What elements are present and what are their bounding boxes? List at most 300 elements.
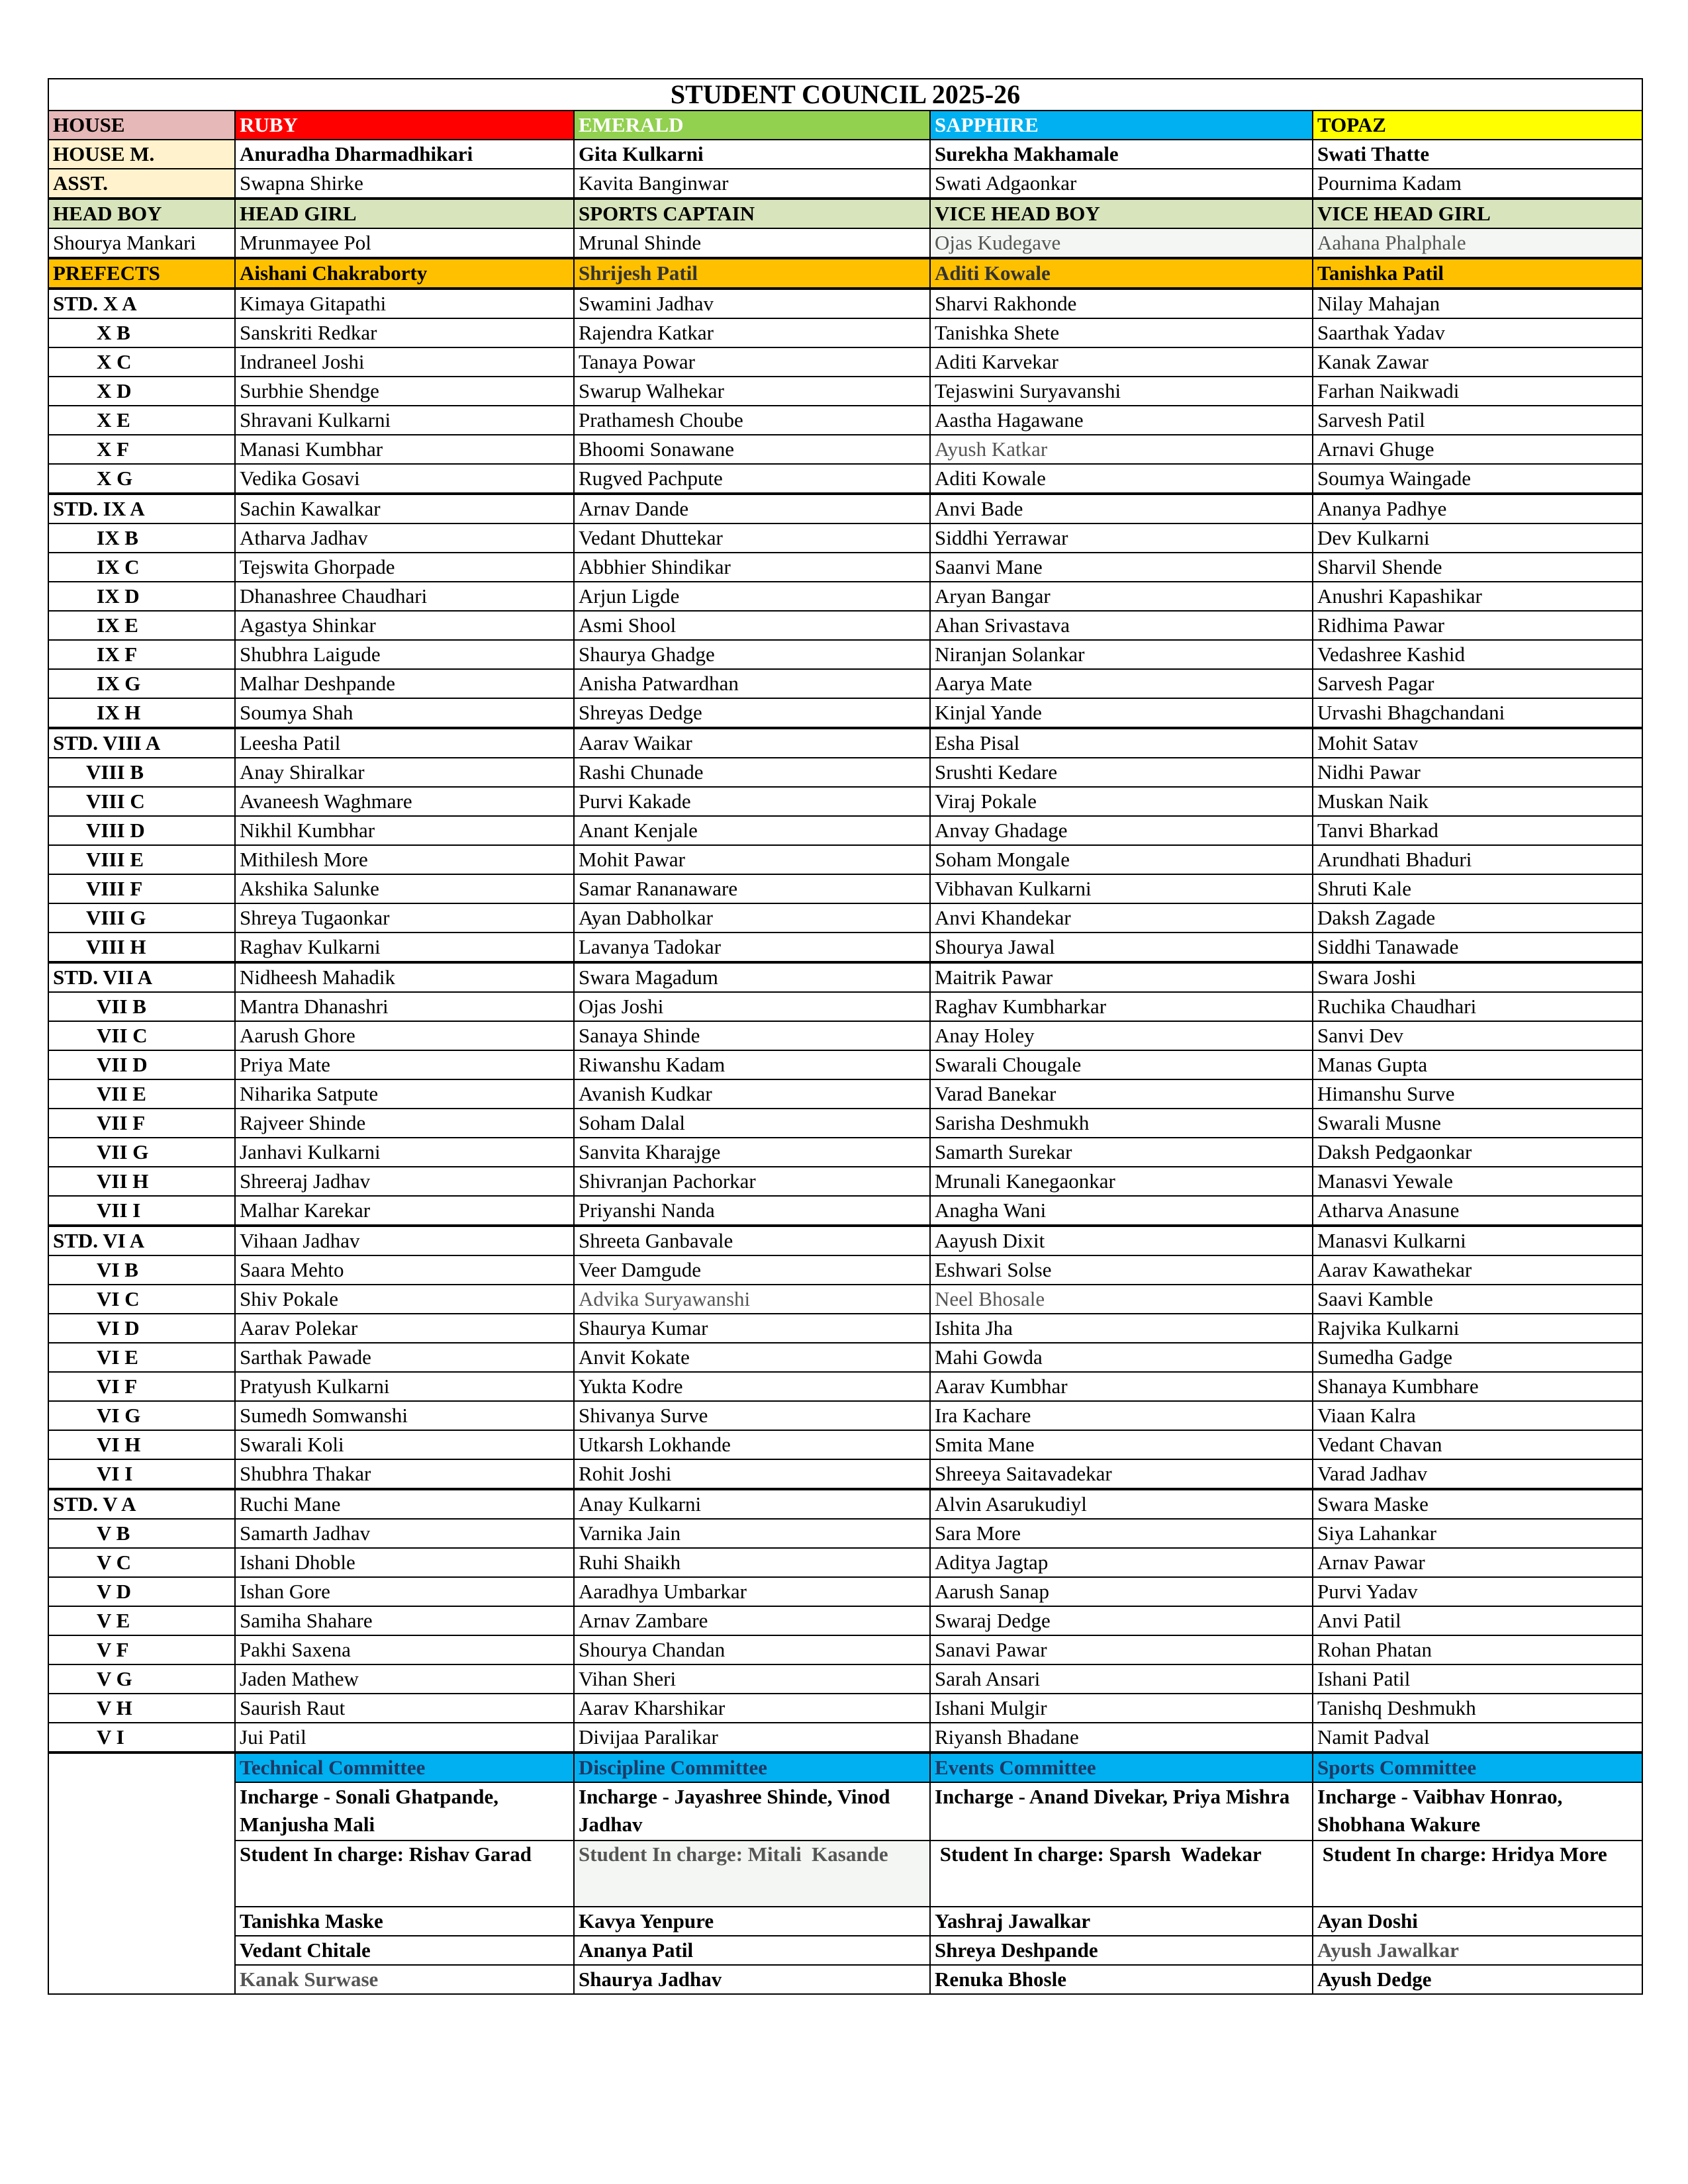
class-row bbox=[48, 1635, 1642, 1664]
sapphire-member: Aditi Karvekar bbox=[930, 347, 1313, 377]
class-label: VII H bbox=[48, 1167, 235, 1196]
topaz-member: Daksh Zagade bbox=[1313, 903, 1642, 933]
ruby-member: Sumedh Somwanshi bbox=[235, 1401, 574, 1430]
ruby-member: Shiv Pokale bbox=[235, 1285, 574, 1314]
committee-member: Ayush Jawalkar bbox=[1313, 1936, 1642, 1965]
class-label: X F bbox=[48, 435, 235, 464]
class-row bbox=[48, 698, 1642, 728]
sapphire-member: Ayush Katkar bbox=[930, 435, 1313, 464]
sapphire-member: Anvi Bade bbox=[930, 494, 1313, 523]
class-row bbox=[48, 1196, 1642, 1226]
class-label: V B bbox=[48, 1519, 235, 1548]
sapphire-member: Aarav Kumbhar bbox=[930, 1372, 1313, 1401]
topaz-member: Namit Padval bbox=[1313, 1723, 1642, 1752]
class-label: VIII C bbox=[48, 787, 235, 816]
class-label: VI B bbox=[48, 1255, 235, 1285]
topaz-member: Sumedha Gadge bbox=[1313, 1343, 1642, 1372]
vice-head-girl-name: Aahana Phalphale bbox=[1313, 228, 1642, 258]
class-row bbox=[48, 1255, 1642, 1285]
ruby-member: Priya Mate bbox=[235, 1050, 574, 1079]
emerald-member: Arjun Ligde bbox=[574, 582, 930, 611]
ruby-member: Nikhil Kumbhar bbox=[235, 816, 574, 845]
class-row bbox=[48, 1664, 1642, 1694]
class-label: VII B bbox=[48, 992, 235, 1021]
class-label: IX G bbox=[48, 669, 235, 698]
emerald-member: Shreyas Dedge bbox=[574, 698, 930, 728]
ruby-member: Saara Mehto bbox=[235, 1255, 574, 1285]
topaz-member: Viaan Kalra bbox=[1313, 1401, 1642, 1430]
class-label: V I bbox=[48, 1723, 235, 1752]
assistant-ruby: Swapna Shirke bbox=[235, 169, 574, 199]
committee-student-incharge: Student In charge: Mitali Kasande bbox=[574, 1841, 930, 1907]
topaz-member: Swara Maske bbox=[1313, 1489, 1642, 1519]
class-row bbox=[48, 1343, 1642, 1372]
topaz-member: Siya Lahankar bbox=[1313, 1519, 1642, 1548]
sapphire-member: Ishani Mulgir bbox=[930, 1694, 1313, 1723]
sapphire-member: Samarth Surekar bbox=[930, 1138, 1313, 1167]
ruby-member: Samarth Jadhav bbox=[235, 1519, 574, 1548]
class-row bbox=[48, 1167, 1642, 1196]
emerald-member: Varnika Jain bbox=[574, 1519, 930, 1548]
sapphire-member: Siddhi Yerrawar bbox=[930, 523, 1313, 553]
topaz-member: Anvi Patil bbox=[1313, 1606, 1642, 1635]
emerald-member: Rugved Pachpute bbox=[574, 464, 930, 494]
committee-blank-cell bbox=[48, 1907, 235, 1936]
assistant-label: ASST. bbox=[48, 169, 235, 199]
topaz-member: Sanvi Dev bbox=[1313, 1021, 1642, 1050]
ruby-member: Ishani Dhoble bbox=[235, 1548, 574, 1577]
class-row bbox=[48, 289, 1642, 318]
sapphire-member: Viraj Pokale bbox=[930, 787, 1313, 816]
emerald-member: Samar Rananaware bbox=[574, 874, 930, 903]
prefect-sapphire: Aditi Kowale bbox=[930, 258, 1313, 289]
emerald-member: Anisha Patwardhan bbox=[574, 669, 930, 698]
head-boy-title: HEAD BOY bbox=[48, 199, 235, 228]
committee-member: Ayan Doshi bbox=[1313, 1907, 1642, 1936]
topaz-member: Saavi Kamble bbox=[1313, 1285, 1642, 1314]
ruby-member: Aarush Ghore bbox=[235, 1021, 574, 1050]
topaz-member: Tanishq Deshmukh bbox=[1313, 1694, 1642, 1723]
class-row bbox=[48, 903, 1642, 933]
emerald-member: Utkarsh Lokhande bbox=[574, 1430, 930, 1459]
ruby-member: Kimaya Gitapathi bbox=[235, 289, 574, 318]
topaz-member: Kanak Zawar bbox=[1313, 347, 1642, 377]
class-row bbox=[48, 553, 1642, 582]
emerald-member: Anvit Kokate bbox=[574, 1343, 930, 1372]
sapphire-member: Shreeya Saitavadekar bbox=[930, 1459, 1313, 1489]
ruby-member: Malhar Deshpande bbox=[235, 669, 574, 698]
topaz-member: Farhan Naikwadi bbox=[1313, 377, 1642, 406]
ruby-member: Shreeraj Jadhav bbox=[235, 1167, 574, 1196]
class-row bbox=[48, 1519, 1642, 1548]
emerald-member: Asmi Shool bbox=[574, 611, 930, 640]
class-label: VII D bbox=[48, 1050, 235, 1079]
class-label: IX D bbox=[48, 582, 235, 611]
committee-incharge: Incharge - Sonali Ghatpande, Manjusha Mali bbox=[235, 1782, 574, 1841]
ruby-member: Shubhra Thakar bbox=[235, 1459, 574, 1489]
committee-member: Ananya Patil bbox=[574, 1936, 930, 1965]
house-master-sapphire: Surekha Makhamale bbox=[930, 140, 1313, 169]
title-row bbox=[48, 79, 1642, 111]
topaz-member: Arnav Pawar bbox=[1313, 1548, 1642, 1577]
topaz-member: Daksh Pedgaonkar bbox=[1313, 1138, 1642, 1167]
class-label: IX F bbox=[48, 640, 235, 669]
sapphire-member: Niranjan Solankar bbox=[930, 640, 1313, 669]
class-label: STD. IX A bbox=[48, 494, 235, 523]
class-row bbox=[48, 318, 1642, 347]
class-row bbox=[48, 1459, 1642, 1489]
council-table-body bbox=[48, 79, 1642, 1994]
committee-incharge: Incharge - Anand Divekar, Priya Mishra bbox=[930, 1782, 1313, 1841]
topaz-member: Himanshu Surve bbox=[1313, 1079, 1642, 1109]
emerald-member: Prathamesh Choube bbox=[574, 406, 930, 435]
class-row bbox=[48, 1723, 1642, 1752]
class-row bbox=[48, 962, 1642, 992]
ruby-member: Vedika Gosavi bbox=[235, 464, 574, 494]
prefects-row bbox=[48, 258, 1642, 289]
sapphire-member: Varad Banekar bbox=[930, 1079, 1313, 1109]
ruby-member: Surbhie Shendge bbox=[235, 377, 574, 406]
emerald-member: Lavanya Tadokar bbox=[574, 933, 930, 962]
class-label: IX C bbox=[48, 553, 235, 582]
class-row bbox=[48, 1372, 1642, 1401]
class-label: VI H bbox=[48, 1430, 235, 1459]
committee-member-row bbox=[48, 1936, 1642, 1965]
sapphire-member: Aditi Kowale bbox=[930, 464, 1313, 494]
ruby-member: Mithilesh More bbox=[235, 845, 574, 874]
emerald-member: Aarav Waikar bbox=[574, 728, 930, 758]
sapphire-member: Sarah Ansari bbox=[930, 1664, 1313, 1694]
head-girl-name: Mrunmayee Pol bbox=[235, 228, 574, 258]
prefect-topaz: Tanishka Patil bbox=[1313, 258, 1642, 289]
topaz-member: Ruchika Chaudhari bbox=[1313, 992, 1642, 1021]
sapphire-member: Vibhavan Kulkarni bbox=[930, 874, 1313, 903]
class-label: STD. V A bbox=[48, 1489, 235, 1519]
sapphire-member: Anagha Wani bbox=[930, 1196, 1313, 1226]
house-sapphire: SAPPHIRE bbox=[930, 111, 1313, 140]
sapphire-member: Aayush Dixit bbox=[930, 1226, 1313, 1255]
topaz-member: Arundhati Bhaduri bbox=[1313, 845, 1642, 874]
committee-header-row bbox=[48, 1752, 1642, 1782]
sapphire-member: Soham Mongale bbox=[930, 845, 1313, 874]
class-row bbox=[48, 640, 1642, 669]
committee-blank-cell bbox=[48, 1936, 235, 1965]
sapphire-member: Aarya Mate bbox=[930, 669, 1313, 698]
ruby-member: Agastya Shinkar bbox=[235, 611, 574, 640]
class-row bbox=[48, 787, 1642, 816]
class-label: X C bbox=[48, 347, 235, 377]
topaz-member: Atharva Anasune bbox=[1313, 1196, 1642, 1226]
topaz-member: Sharvil Shende bbox=[1313, 553, 1642, 582]
committee-blank-cell bbox=[48, 1782, 235, 1841]
class-row bbox=[48, 1401, 1642, 1430]
committee-student-incharge: Student In charge: Hridya More bbox=[1313, 1841, 1642, 1907]
class-row bbox=[48, 1489, 1642, 1519]
emerald-member: Purvi Kakade bbox=[574, 787, 930, 816]
ruby-member: Shubhra Laigude bbox=[235, 640, 574, 669]
ruby-member: Saurish Raut bbox=[235, 1694, 574, 1723]
council-table bbox=[48, 78, 1643, 1995]
class-label: VI I bbox=[48, 1459, 235, 1489]
emerald-member: Rashi Chunade bbox=[574, 758, 930, 787]
class-label: V H bbox=[48, 1694, 235, 1723]
topaz-member: Purvi Yadav bbox=[1313, 1577, 1642, 1606]
class-row bbox=[48, 1109, 1642, 1138]
ruby-member: Indraneel Joshi bbox=[235, 347, 574, 377]
ruby-member: Shreya Tugaonkar bbox=[235, 903, 574, 933]
committee-incharge: Incharge - Jayashree Shinde, Vinod Jadhav bbox=[574, 1782, 930, 1841]
sapphire-member: Neel Bhosale bbox=[930, 1285, 1313, 1314]
class-row bbox=[48, 1226, 1642, 1255]
sapphire-member: Ishita Jha bbox=[930, 1314, 1313, 1343]
ruby-member: Raghav Kulkarni bbox=[235, 933, 574, 962]
committee-name: Sports Committee bbox=[1313, 1752, 1642, 1782]
class-label: STD. VI A bbox=[48, 1226, 235, 1255]
class-label: VIII D bbox=[48, 816, 235, 845]
ruby-member: Sarthak Pawade bbox=[235, 1343, 574, 1372]
sapphire-member: Saanvi Mane bbox=[930, 553, 1313, 582]
ruby-member: Samiha Shahare bbox=[235, 1606, 574, 1635]
sapphire-member: Anvi Khandekar bbox=[930, 903, 1313, 933]
emerald-member: Vedant Dhuttekar bbox=[574, 523, 930, 553]
house-master-row bbox=[48, 140, 1642, 169]
sapphire-member: Anay Holey bbox=[930, 1021, 1313, 1050]
topaz-member: Saarthak Yadav bbox=[1313, 318, 1642, 347]
committee-incharge: Incharge - Vaibhav Honrao, Shobhana Wakure bbox=[1313, 1782, 1642, 1841]
class-label: VII E bbox=[48, 1079, 235, 1109]
sapphire-member: Esha Pisal bbox=[930, 728, 1313, 758]
emerald-member: Aaradhya Umbarkar bbox=[574, 1577, 930, 1606]
committee-member: Yashraj Jawalkar bbox=[930, 1907, 1313, 1936]
topaz-member: Rohan Phatan bbox=[1313, 1635, 1642, 1664]
assistant-sapphire: Swati Adgaonkar bbox=[930, 169, 1313, 199]
emerald-member: Sanaya Shinde bbox=[574, 1021, 930, 1050]
class-label: VIII F bbox=[48, 874, 235, 903]
topaz-member: Tanvi Bharkad bbox=[1313, 816, 1642, 845]
ruby-member: Nidheesh Mahadik bbox=[235, 962, 574, 992]
class-row bbox=[48, 1138, 1642, 1167]
ruby-member: Ishan Gore bbox=[235, 1577, 574, 1606]
sapphire-member: Sanavi Pawar bbox=[930, 1635, 1313, 1664]
sapphire-member: Swaraj Dedge bbox=[930, 1606, 1313, 1635]
head-boy-name: Shourya Mankari bbox=[48, 228, 235, 258]
ruby-member: Swarali Koli bbox=[235, 1430, 574, 1459]
sapphire-member: Mrunali Kanegaonkar bbox=[930, 1167, 1313, 1196]
class-row bbox=[48, 845, 1642, 874]
committee-member: Kavya Yenpure bbox=[574, 1907, 930, 1936]
sapphire-member: Aditya Jagtap bbox=[930, 1548, 1313, 1577]
prefect-ruby: Aishani Chakraborty bbox=[235, 258, 574, 289]
topaz-member: Sarvesh Pagar bbox=[1313, 669, 1642, 698]
emerald-member: Anay Kulkarni bbox=[574, 1489, 930, 1519]
sapphire-member: Maitrik Pawar bbox=[930, 962, 1313, 992]
sapphire-member: Aastha Hagawane bbox=[930, 406, 1313, 435]
emerald-member: Anant Kenjale bbox=[574, 816, 930, 845]
topaz-member: Dev Kulkarni bbox=[1313, 523, 1642, 553]
committee-member-row bbox=[48, 1907, 1642, 1936]
ruby-member: Soumya Shah bbox=[235, 698, 574, 728]
class-row bbox=[48, 1021, 1642, 1050]
topaz-member: Varad Jadhav bbox=[1313, 1459, 1642, 1489]
class-label: VI G bbox=[48, 1401, 235, 1430]
class-row bbox=[48, 494, 1642, 523]
class-label: V D bbox=[48, 1577, 235, 1606]
sapphire-member: Anvay Ghadage bbox=[930, 816, 1313, 845]
class-row bbox=[48, 611, 1642, 640]
topaz-member: Ishani Patil bbox=[1313, 1664, 1642, 1694]
sapphire-member: Ira Kachare bbox=[930, 1401, 1313, 1430]
emerald-member: Soham Dalal bbox=[574, 1109, 930, 1138]
vice-head-boy-title: VICE HEAD BOY bbox=[930, 199, 1313, 228]
committee-member: Kanak Surwase bbox=[235, 1965, 574, 1994]
ruby-member: Akshika Salunke bbox=[235, 874, 574, 903]
class-label: VIII H bbox=[48, 933, 235, 962]
committee-member: Ayush Dedge bbox=[1313, 1965, 1642, 1994]
class-row bbox=[48, 933, 1642, 962]
sapphire-member: Aryan Bangar bbox=[930, 582, 1313, 611]
class-row bbox=[48, 1314, 1642, 1343]
ruby-member: Tejswita Ghorpade bbox=[235, 553, 574, 582]
class-label: VIII E bbox=[48, 845, 235, 874]
class-row bbox=[48, 406, 1642, 435]
topaz-member: Manas Gupta bbox=[1313, 1050, 1642, 1079]
class-row bbox=[48, 523, 1642, 553]
emerald-member: Mohit Pawar bbox=[574, 845, 930, 874]
emerald-member: Bhoomi Sonawane bbox=[574, 435, 930, 464]
class-label: X G bbox=[48, 464, 235, 494]
vice-head-girl-title: VICE HEAD GIRL bbox=[1313, 199, 1642, 228]
class-label: V E bbox=[48, 1606, 235, 1635]
class-row bbox=[48, 1548, 1642, 1577]
class-label: X B bbox=[48, 318, 235, 347]
class-label: STD. X A bbox=[48, 289, 235, 318]
topaz-member: Anushri Kapashikar bbox=[1313, 582, 1642, 611]
committee-student-incharge: Student In charge: Sparsh Wadekar bbox=[930, 1841, 1313, 1907]
sapphire-member: Srushti Kedare bbox=[930, 758, 1313, 787]
ruby-member: Vihaan Jadhav bbox=[235, 1226, 574, 1255]
emerald-member: Sanvita Kharajge bbox=[574, 1138, 930, 1167]
class-label: X E bbox=[48, 406, 235, 435]
sapphire-member: Shourya Jawal bbox=[930, 933, 1313, 962]
sapphire-member: Alvin Asarukudiyl bbox=[930, 1489, 1313, 1519]
sapphire-member: Sara More bbox=[930, 1519, 1313, 1548]
class-row bbox=[48, 1079, 1642, 1109]
assistant-row bbox=[48, 169, 1642, 199]
committee-member: Shaurya Jadhav bbox=[574, 1965, 930, 1994]
ruby-member: Jui Patil bbox=[235, 1723, 574, 1752]
class-label: STD. VII A bbox=[48, 962, 235, 992]
emerald-member: Ruhi Shaikh bbox=[574, 1548, 930, 1577]
ruby-member: Malhar Karekar bbox=[235, 1196, 574, 1226]
house-emerald: EMERALD bbox=[574, 111, 930, 140]
emerald-member: Yukta Kodre bbox=[574, 1372, 930, 1401]
class-label: V F bbox=[48, 1635, 235, 1664]
emerald-member: Arnav Zambare bbox=[574, 1606, 930, 1635]
emerald-member: Ojas Joshi bbox=[574, 992, 930, 1021]
sapphire-member: Kinjal Yande bbox=[930, 698, 1313, 728]
ruby-member: Niharika Satpute bbox=[235, 1079, 574, 1109]
class-label: VII F bbox=[48, 1109, 235, 1138]
ruby-member: Sachin Kawalkar bbox=[235, 494, 574, 523]
class-label: IX B bbox=[48, 523, 235, 553]
committee-member: Vedant Chitale bbox=[235, 1936, 574, 1965]
head-girl-title: HEAD GIRL bbox=[235, 199, 574, 228]
class-label: IX E bbox=[48, 611, 235, 640]
sapphire-member: Sharvi Rakhonde bbox=[930, 289, 1313, 318]
leader-title-row bbox=[48, 199, 1642, 228]
emerald-member: Divijaa Paralikar bbox=[574, 1723, 930, 1752]
ruby-member: Aarav Polekar bbox=[235, 1314, 574, 1343]
topaz-member: Ananya Padhye bbox=[1313, 494, 1642, 523]
ruby-member: Anay Shiralkar bbox=[235, 758, 574, 787]
emerald-member: Shaurya Ghadge bbox=[574, 640, 930, 669]
class-row bbox=[48, 582, 1642, 611]
sapphire-member: Riyansh Bhadane bbox=[930, 1723, 1313, 1752]
class-row bbox=[48, 464, 1642, 494]
topaz-member: Urvashi Bhagchandani bbox=[1313, 698, 1642, 728]
committee-member: Tanishka Maske bbox=[235, 1907, 574, 1936]
topaz-member: Muskan Naik bbox=[1313, 787, 1642, 816]
ruby-member: Pakhi Saxena bbox=[235, 1635, 574, 1664]
topaz-member: Nilay Mahajan bbox=[1313, 289, 1642, 318]
class-row bbox=[48, 1285, 1642, 1314]
sapphire-member: Mahi Gowda bbox=[930, 1343, 1313, 1372]
committee-blank-cell bbox=[48, 1841, 235, 1907]
ruby-member: Sanskriti Redkar bbox=[235, 318, 574, 347]
class-row bbox=[48, 1694, 1642, 1723]
topaz-member: Arnavi Ghuge bbox=[1313, 435, 1642, 464]
topaz-member: Shanaya Kumbhare bbox=[1313, 1372, 1642, 1401]
committee-member: Shreya Deshpande bbox=[930, 1936, 1313, 1965]
ruby-member: Manasi Kumbhar bbox=[235, 435, 574, 464]
prefects-label: PREFECTS bbox=[48, 258, 235, 289]
class-row bbox=[48, 874, 1642, 903]
ruby-member: Rajveer Shinde bbox=[235, 1109, 574, 1138]
topaz-member: Soumya Waingade bbox=[1313, 464, 1642, 494]
emerald-member: Tanaya Powar bbox=[574, 347, 930, 377]
house-ruby: RUBY bbox=[235, 111, 574, 140]
sapphire-member: Swarali Chougale bbox=[930, 1050, 1313, 1079]
emerald-member: Aarav Kharshikar bbox=[574, 1694, 930, 1723]
sapphire-member: Eshwari Solse bbox=[930, 1255, 1313, 1285]
class-row bbox=[48, 435, 1642, 464]
topaz-member: Aarav Kawathekar bbox=[1313, 1255, 1642, 1285]
ruby-member: Avaneesh Waghmare bbox=[235, 787, 574, 816]
house-master-emerald: Gita Kulkarni bbox=[574, 140, 930, 169]
class-label: VI F bbox=[48, 1372, 235, 1401]
house-master-topaz: Swati Thatte bbox=[1313, 140, 1642, 169]
emerald-member: Shreeta Ganbavale bbox=[574, 1226, 930, 1255]
class-row bbox=[48, 1430, 1642, 1459]
class-label: VII G bbox=[48, 1138, 235, 1167]
topaz-member: Rajvika Kulkarni bbox=[1313, 1314, 1642, 1343]
sports-captain-name: Mrunal Shinde bbox=[574, 228, 930, 258]
emerald-member: Rohit Joshi bbox=[574, 1459, 930, 1489]
prefect-emerald: Shrijesh Patil bbox=[574, 258, 930, 289]
emerald-member: Arnav Dande bbox=[574, 494, 930, 523]
class-row bbox=[48, 347, 1642, 377]
emerald-member: Shaurya Kumar bbox=[574, 1314, 930, 1343]
topaz-member: Ridhima Pawar bbox=[1313, 611, 1642, 640]
house-label: HOUSE bbox=[48, 111, 235, 140]
emerald-member: Veer Damgude bbox=[574, 1255, 930, 1285]
ruby-member: Leesha Patil bbox=[235, 728, 574, 758]
class-row bbox=[48, 816, 1642, 845]
committee-blank-cell bbox=[48, 1965, 235, 1994]
topaz-member: Manasvi Kulkarni bbox=[1313, 1226, 1642, 1255]
class-row bbox=[48, 728, 1642, 758]
committee-name: Events Committee bbox=[930, 1752, 1313, 1782]
